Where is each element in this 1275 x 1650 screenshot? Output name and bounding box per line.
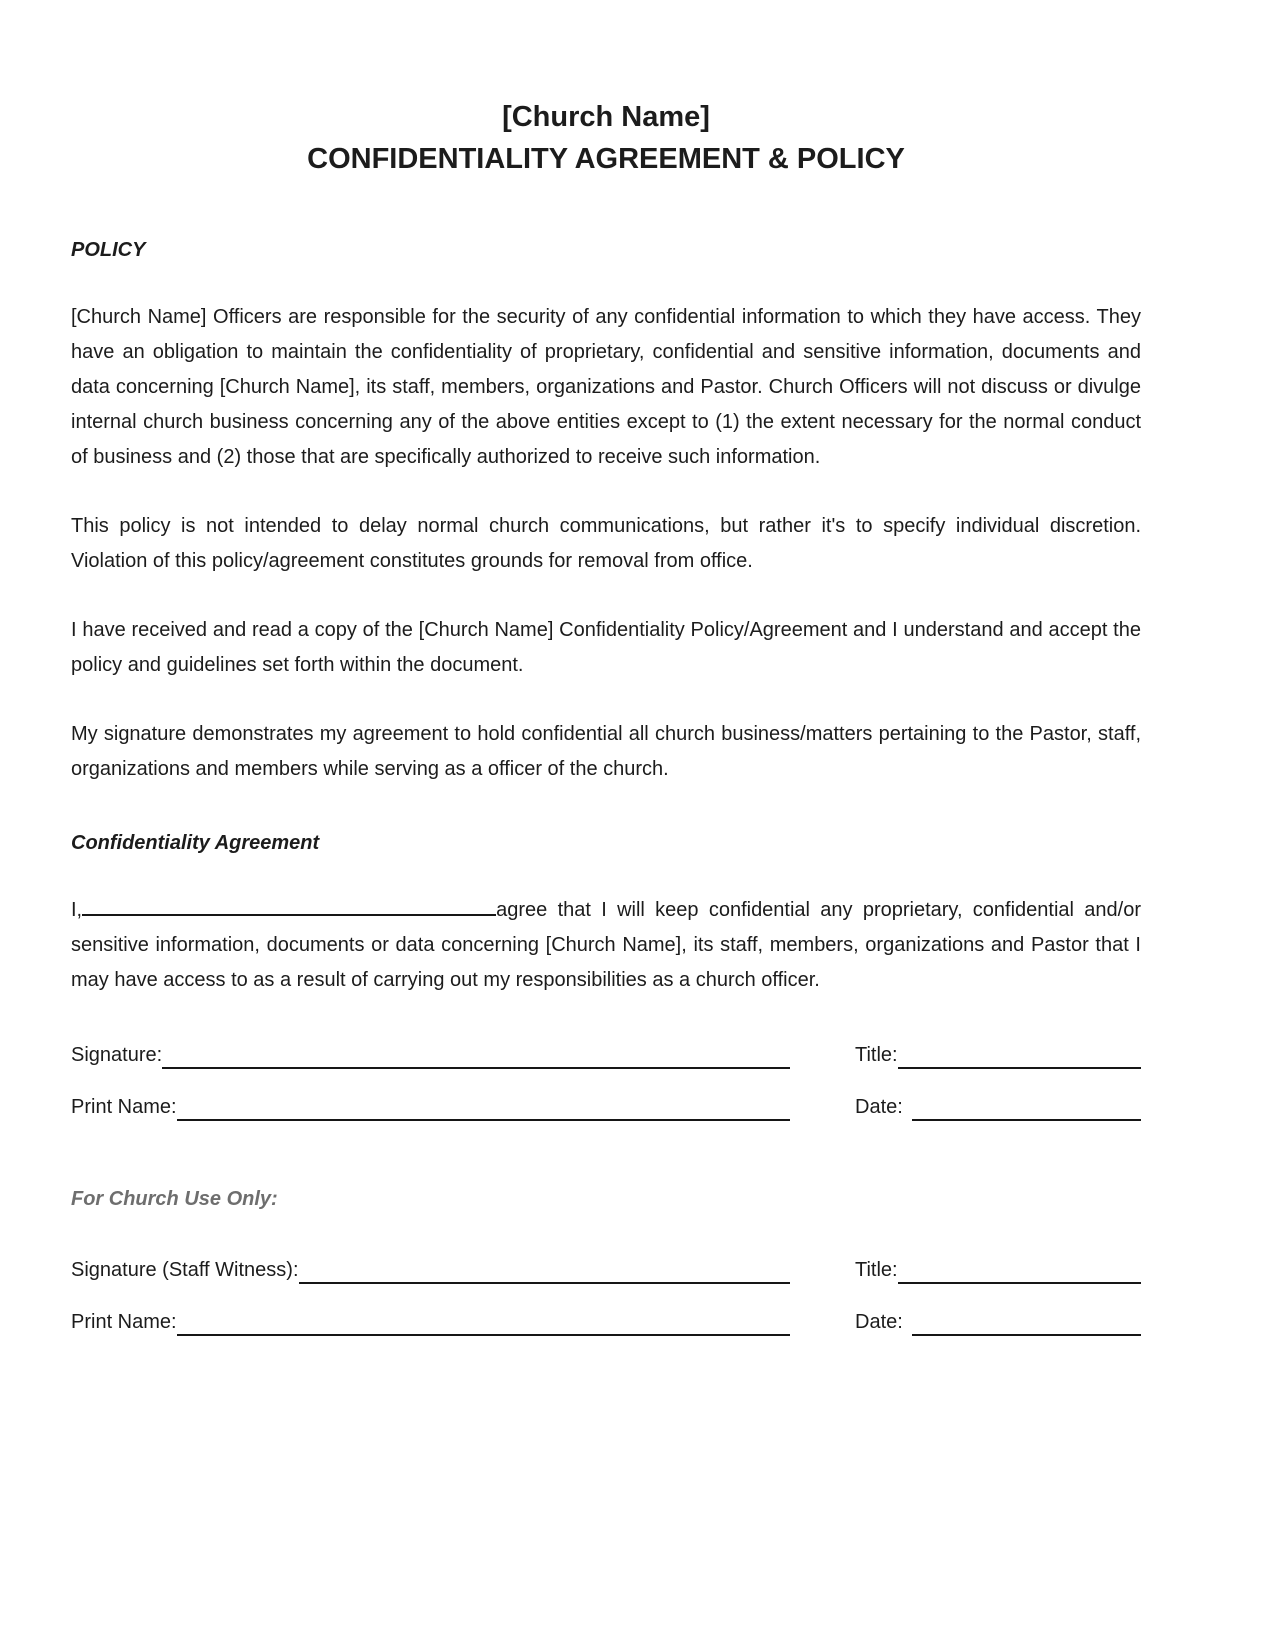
document-header bbox=[71, 96, 1141, 180]
church-use-heading: For Church Use Only: bbox=[71, 1188, 278, 1210]
witness-title-label: Title: bbox=[855, 1259, 898, 1281]
signature-blank-line bbox=[162, 1044, 790, 1069]
witness-print-name-field bbox=[71, 1309, 790, 1336]
witness-print-name-row bbox=[71, 1309, 1141, 1336]
witness-signature-label: Signature (Staff Witness): bbox=[71, 1259, 299, 1281]
agreement-heading: Confidentiality Agreement bbox=[71, 832, 320, 854]
policy-paragraph-4: My signature demonstrates my agreement to hold confidential all church business/matters pertaining to the Pastor, staff, organizations and members while serving as a officer of the church. bbox=[71, 723, 1141, 780]
church-name-title: [Church Name] bbox=[502, 101, 710, 133]
witness-signature-blank-line bbox=[299, 1259, 791, 1284]
date-label: Date: bbox=[855, 1096, 903, 1118]
policy-paragraph-2: This policy is not intended to delay normal church communications, but rather it's to specify individual discretion. Violation of this policy/agreement constitutes grounds for removal from office. bbox=[71, 515, 1141, 572]
agreement-intro-prefix: I, bbox=[71, 899, 83, 921]
agreement-intro-suffix: agree that I will keep confidential any proprietary, confidential and/or sensitive information, documents or data concerning [Church Name], its staff, members, organizations and Pastor that I may have access to as a result of carrying out my responsibilities as a church officer. bbox=[71, 899, 1141, 991]
witness-signature-row bbox=[71, 1257, 1141, 1284]
print-name-blank-line bbox=[177, 1096, 790, 1121]
agreement-intro-paragraph bbox=[71, 893, 1141, 998]
policy-paragraph-3: I have received and read a copy of the [Church Name] Confidentiality Policy/Agreement and I understand and accept the policy and guidelines set forth within the document. bbox=[71, 619, 1141, 676]
officer-name-blank-line bbox=[82, 914, 496, 916]
officer-print-name-row bbox=[71, 1094, 1141, 1121]
witness-title-blank-line bbox=[898, 1259, 1141, 1284]
title-blank-line bbox=[898, 1044, 1141, 1069]
title-label: Title: bbox=[855, 1044, 898, 1066]
policy-heading: POLICY bbox=[71, 239, 146, 261]
officer-signature-field bbox=[71, 1042, 790, 1069]
officer-print-name-field bbox=[71, 1094, 790, 1121]
document-title: CONFIDENTIALITY AGREEMENT & POLICY bbox=[307, 143, 905, 175]
witness-signature-field bbox=[71, 1257, 790, 1284]
witness-date-label: Date: bbox=[855, 1311, 903, 1333]
witness-print-name-label: Print Name: bbox=[71, 1311, 177, 1333]
witness-print-name-blank-line bbox=[177, 1311, 790, 1336]
officer-signature-block bbox=[71, 1042, 1141, 1121]
witness-date-blank-line bbox=[912, 1311, 1141, 1336]
witness-date-field bbox=[855, 1309, 1141, 1336]
officer-date-field bbox=[855, 1094, 1141, 1121]
signature-label: Signature: bbox=[71, 1044, 163, 1066]
print-name-label: Print Name: bbox=[71, 1096, 177, 1118]
policy-paragraph-1: [Church Name] Officers are responsible for the security of any confidential information to which they have access. They have an obligation to maintain the confidentiality of proprietary, confidential and sensitive information, documents and data concerning [Church Name], its staff, members, organizations and Pastor. Church Officers will not discuss or divulge internal church business concerning any of the above entities except to (1) the extent necessary for the normal conduct of business and (2) those that are specifically authorized to receive such information. bbox=[71, 306, 1141, 468]
witness-title-field bbox=[855, 1257, 1141, 1284]
church-use-signature-block bbox=[71, 1257, 1141, 1336]
date-blank-line bbox=[912, 1096, 1141, 1121]
officer-signature-row bbox=[71, 1042, 1141, 1069]
officer-title-field bbox=[855, 1042, 1141, 1069]
